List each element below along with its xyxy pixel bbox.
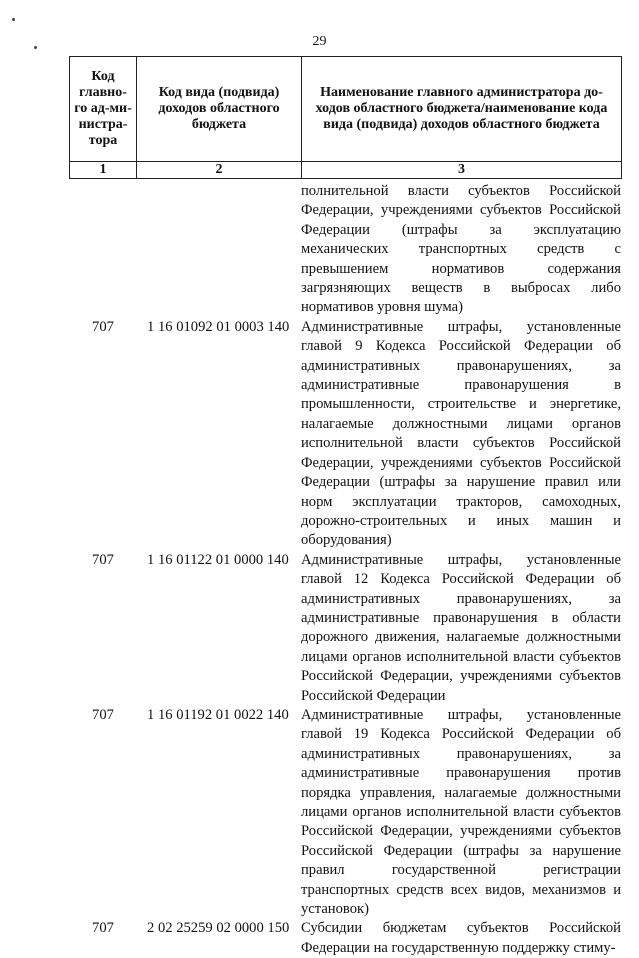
scan-speck <box>12 18 15 21</box>
header-income-code: Код вида (подвида) доходов областного бюджета <box>137 57 302 162</box>
header-admin-code: Код главно-го ад-ми-нистра-тора <box>70 57 137 162</box>
column-number-row <box>70 162 622 179</box>
column-number-2: 2 <box>137 162 302 179</box>
table-row <box>69 182 621 318</box>
admin-code: 707 <box>92 920 114 937</box>
admin-code: 707 <box>92 318 114 335</box>
admin-code: 707 <box>92 551 114 568</box>
income-code: 1 16 01192 01 0022 140 <box>147 706 289 723</box>
table-row <box>69 551 621 706</box>
header-row <box>70 57 622 162</box>
table-body <box>69 182 621 958</box>
description: Субсидии бюджетам субъектов Российской Федерации на государственную поддержку стиму- <box>301 920 621 956</box>
table-row <box>69 318 621 551</box>
header-description: Наименование главного администратора до-ходов областного бюджета/наименование кода вида (подвида) доходов областного бюджета <box>302 57 622 162</box>
admin-code: 707 <box>92 706 114 723</box>
income-code: 2 02 25259 02 0000 150 <box>147 920 290 937</box>
page-number: 29 <box>312 34 327 49</box>
column-number-3: 3 <box>302 162 622 179</box>
income-code: 1 16 01092 01 0003 140 <box>147 318 290 335</box>
description: полнительной власти субъектов Российской Федерации, учреждениями субъектов Российской Федерации (штрафы за эксплуатацию механических транспортных средств с превышением нормативов содержания загрязняющих веществ в выбросах либо нормативов уровня шума) <box>301 183 621 316</box>
column-number-1: 1 <box>70 162 137 179</box>
header-table <box>69 56 622 179</box>
description: Административные штрафы, установленные главой 19 Кодекса Российской Федерации об административных правонарушениях, за административные правонарушения против порядка управления, налагаемые должностными лицами органов исполнительной власти субъектов Российской Федерации, учреждениями субъектов Российской Федерации (штрафы за нарушение правил государственной регистрации транспортных средств всех видов, механизмов и установок) <box>301 706 621 918</box>
income-code: 1 16 01122 01 0000 140 <box>147 551 289 568</box>
description: Административные штрафы, установленные главой 9 Кодекса Российской Федерации об административных правонарушениях, за административные правонарушения в промышленности, строительстве и энергетике, налагаемые должностными лицами органов исполнительной власти субъектов Российской Федерации, учреждениями субъектов Российской Федерации (штрафы за нарушение правил или норм эксплуатации тракторов, самоходных, дорожно-строительных и иных машин и оборудования) <box>301 318 621 549</box>
table-row <box>69 706 621 919</box>
table-row <box>69 919 621 958</box>
description: Административные штрафы, установленные главой 12 Кодекса Российской Федерации об административных правонарушениях, за административные правонарушения в области дорожного движения, налагаемые должностными лицами органов исполнительной власти субъектов Российской Федерации, учреждениями субъектов Российской Федерации <box>301 551 621 704</box>
